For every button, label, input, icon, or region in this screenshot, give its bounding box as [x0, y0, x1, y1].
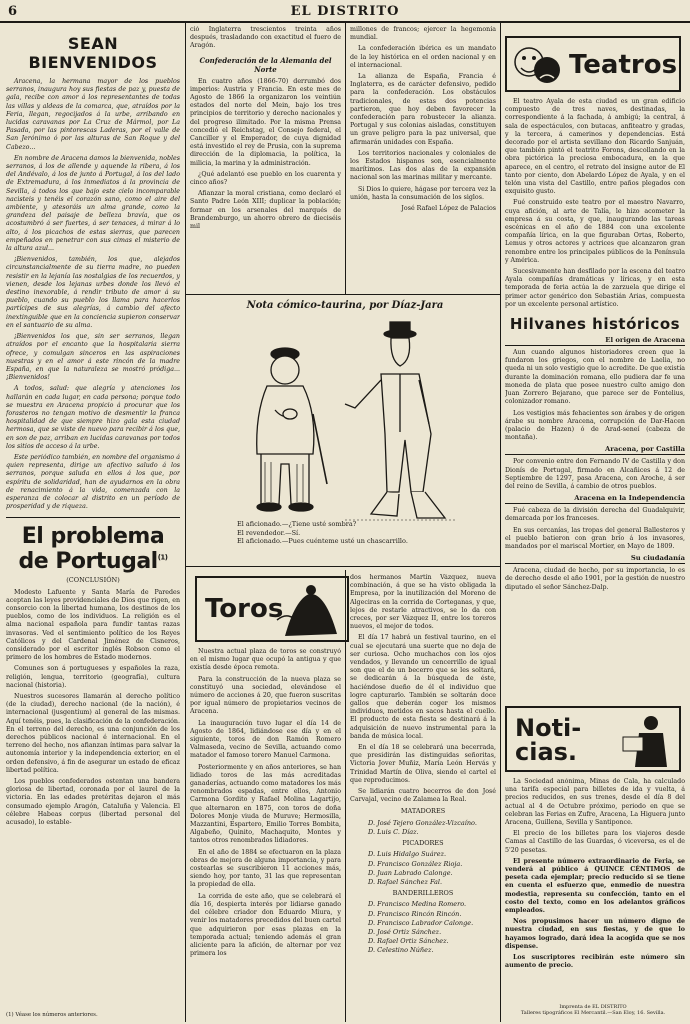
noticias-title: Noti-cias. [515, 714, 582, 766]
revendedor-figure [345, 322, 445, 518]
cartoon-title: Nota cómico-taurina, por Díaz-Jara [246, 300, 444, 311]
paragraph: Fué construido este teatro por el maestro Navarro, cuya afición, al arte de Talía, le hizo acometer la empresa á su costa, y que, inaugurando las tareas escénicas en el año de 1884 con una excelente compañía lírica, en la que figuraban Ortas, Roberto, Lemus y otros actores y actrices que alcanzaron gran renombre entre los principales públicos de la Península y América. [505, 199, 685, 264]
column-1 [6, 26, 180, 1011]
paragraph: Sucesivamente han desfilado por la escena del teatro Ayala compañías dramáticas y líricas, y en esta temporada de feria actúa la de zarzuela que dirige el primer actor genérico don Sebastián Arias, compuesta por un excelente personal artístico. [505, 268, 685, 308]
section-heading: Su ciudadanía [505, 554, 685, 564]
paragraph: La Sociedad anónima, Minas de Cala, ha calculado una tarifa especial para billetes de ida y vuelta, á precios reducidos, en sus trenes, desde el día 8 del actual al 4 de Octubre próximo, periodo en que se celebran las Ferias en Zufre, Aracena, La Higuera junto Aracena, Guillena, Sevilla y Santiponce. [505, 778, 685, 827]
aficionado-figure [257, 348, 327, 511]
paragraph: Los pueblos confederados ostentan una bandera gloriosa de libertad, coronada por el laurel de la victoria. En las edades pretéritas dejaron el más consumado ejemplo Aragón, Cataluña y Valencia. El célebre Habeas corpus (libertad personal del acusado), lo estable- [6, 778, 180, 827]
paragraph: La alianza de España, Francia é Inglaterra, es de carácter defensivo, pedido para la confederación. Los obstáculos tradicionales, de estas dos potencias partieron, que hoy deben favorecer la confederación para robustecer la alianza. Portugal y sus colonias aisladas, constituyen un grave peligro para la paz universal, que afirmarán unidades con España. [350, 73, 496, 146]
matador-name: D. Luis C. Díaz. [368, 827, 419, 836]
column-3-bottom [350, 574, 496, 1014]
paragraph: En sus cercanías, las tropas del general Ballesteros y el pueblo batieron con gran brío á los invasores, mandados por el mariscal Mortier, en Mayo de 1809. [505, 526, 685, 550]
column-4-top [505, 98, 685, 702]
teatros-title: Teatros [569, 50, 678, 80]
paragraph: Se lidiarán cuatro becerros de don José Carvajal, vecino de Zalamea la Real. [350, 788, 496, 804]
section-heading: Aracena en la Independencia [505, 494, 685, 504]
column-3-top [350, 26, 496, 292]
banderillero-name: D. Celestino Núñez. [368, 946, 434, 955]
bullfighter-icon [275, 580, 345, 640]
newsboy-icon [621, 711, 677, 769]
signature: José Rafael López de Palacios [401, 205, 496, 213]
cartoon [195, 300, 495, 558]
column-rule-2-top [345, 22, 346, 294]
paragraph: Los territorios nacionales y coloniales de los Estados hispanos son, esencialmente marítimos. Las dos alas de la expansión nacional son las marinas militar y mercante. [350, 149, 496, 182]
teatros-banner [505, 36, 681, 92]
paragraph: La corrida de este año, que se celebrará el día 16, despierta interés por lidiarse ganado del célebre criador don Eduardo Miura, y venir los matadores precedidos del buen cartel que adquirieron por esas plazas en la temporada actual; teniendo además el gran aliciente para la afición, de alternar por vez primera los [190, 892, 341, 958]
paragraph: Comunes son á portugueses y españoles la raza, religión, lengua, territorio (geografía), cultura nacional (historia). [6, 665, 180, 689]
paragraph: El precio de los billetes para los viajeros desde Camas al Castillo de las Guardas, ó viceversa, es el de 5'20 pesetas. [505, 830, 685, 854]
masthead [0, 0, 690, 22]
paragraph: Los suscriptores recibirán este número sin aumento de precio. [505, 954, 685, 970]
paragraph: El día 17 habrá un festival taurino, en el cual se ejecutará una suerte que no deja de ser curiosa. Ocho muchachos con los ojos vendados, y llevando un cencerrillo de igual son que el de un becerro que se les soltará, se dedicarán á la búsqueda de éste, haciéndose dueño de él el individuo que logre capturarlo. También se soltarán doce gallos que deberán coger los mismos individuos, metidos en sacos hasta el cuello. El producto de esta fiesta se destinará á la adquisición de nuevo instrumental para la banda de música local. [350, 634, 496, 740]
divider [6, 517, 180, 518]
section-heading-alemania: Confederación de la Alemania del Norte [199, 55, 332, 74]
banderillero-name: D. Francisco Rincón Rincón. [368, 909, 462, 918]
banderillero-name: D. Francisco Labrador Calonge. [368, 918, 474, 927]
paragraph: Por convenio entre don Fernando IV de Castilla y don Dionís de Portugal, firmado en Alcañices á 12 de Septiembre de 1297, pasa Aracena, con Aroche, á ser del reino de Sevilla, á cambio de otros pueblos. [505, 458, 685, 490]
paragraph: Aracena, la hermana mayor de los pueblos serranos, inaugura hoy sus fiestas de paz y, puesta de gala, recibe con amor á los representantes de todas las villas y aldeas de la comarca, que, atraídos por la Feria, llegan, regocijados á la urbe, arribando en lucidas caravanas por La Cruz de Mármol, por La Pasada, por las pintorescas Laderas, por el valle de San Jerónimo ó por las alturas de San Roque y del Cabezo... [6, 78, 180, 151]
banderillero-name: D. Rafael Ortiz Sánchez. [368, 937, 449, 946]
headline-portugal-text: El problema de Portugal [18, 524, 165, 575]
paper-name: EL DISTRITO [290, 4, 400, 19]
paragraph: ció Inglaterra trescientos treinta años después, trasladando con exactitud el fuero de Aragón. [190, 26, 341, 50]
cartoon-caption [237, 520, 408, 546]
toros-title: Toros [205, 594, 284, 624]
paragraph: La confederación ibérica es un mandato de la ley histórica en el orden nacional y en el internacional. [350, 45, 496, 69]
paragraph: Fué cabeza de la división derecha del Guadalquivir, demarcada por los franceses. [505, 507, 685, 523]
picador-name: D. Luis Hidalgo Suárez. [368, 850, 447, 859]
matadores-heading: MATADORES [400, 807, 446, 816]
paragraph: Nuestra actual plaza de toros se construyó en el mismo lugar que ocupó la antigua y que existía desde época remota. [190, 648, 341, 672]
picador-name: D. Juan Labrado Calonge. [368, 868, 453, 877]
picador-name: D. Rafael Sánchez Fal. [368, 877, 443, 886]
column-2-top [190, 26, 341, 296]
paragraph: Modesto Lafuente y Santa María de Paredes aceptan las leyes providenciales de Dios que rigen, en consorcio con la libertad humana, los destinos de los pueblos, como de los individuos. La religión es el alma nacional española para fundir tantas razas invasoras. Ved el sentimiento político de los Reyes Católicos y del Cardenal Jiménez de Cisneros, considerado por el escritor inglés Robson como el primero de los hombres de Estado modernos. [6, 588, 180, 662]
paragraph: Si Dios lo quiere, hágase por tercera vez la unión, hasta la consumación de los siglos. [350, 185, 496, 201]
paragraph: Los vestigios más fehacientes son árabes y de origen árabe su nombre Aracena, corrupción de Dar-Hacen (palacio de Hazen) ó de Arad-seneí (cabeza de montaña). [505, 409, 685, 442]
picador-name: D. Francisco González Rioja. [368, 859, 463, 868]
footnote-mark: (1) [157, 554, 168, 563]
paragraph: ¡Bienvenidos los que, sin ser serranos, llegan atraídos por el encanto que la hospitalaria sierra ofrece, y comulgan sinceros en las aspiraciones nuestras y en el amor á este rincón de la madre España, en que la naturaleza se mostró pródiga... ¡Bienvenidos! [6, 333, 180, 382]
paragraph: El teatro Ayala de esta ciudad es un gran edificio compuesto de tres naves, destinadas, la correspondiente á la fachada, á ambigú; la central, á sala de espectáculos, con butacas, anfiteatro y gradas, y la tercera, á camerinos y dependencias. Está decorado por el artista sevillano don Ricardo Sanjuán, que también pintó el teatrito Forons, descollando en la obra pictórica la preciosa embocadura, en la que aparece, en el centro, el retrato del insigne autor de El tanto por ciento, don Abelardo López de Ayala, y en el telón una vista del Castillo, entre paños plegados con exquisito gusto. [505, 98, 685, 196]
section-heading: Aracena, por Castilla [505, 445, 685, 455]
page-number: 6 [8, 4, 18, 19]
paragraph: dos hermanos Martín Vázquez, nueva combinación, á que se ha visto obligada la Empresa, por la inutilización del Moreno de Algeciras en la corrida de Corteganas, y que, lejos de restarle atractivos, se lo da con creces, por ser Vázquez II, entre los toreros nuevos, el mejor de todos. [350, 574, 496, 631]
paragraph: Aun cuando algunos historiadores creen que la fundaron los griegos, con el nombre de Laelia, no queda ni un solo vestigio que lo acredite. De que existía durante la dominación romana, ello pudiera dar fe una moneda de plata que posee nuestro culto amigo don Juan Zorrero Bejarano, que parece ser de Fontelius, colonizador romano. [505, 349, 685, 406]
paragraph: millones de francos; ejercer la hegemonía mundial. [350, 26, 496, 42]
paragraph: La inauguración tuvo lugar el día 14 de Agosto de 1864, lidiándose ese día y en el siguiente, toros de don Ramón Romero Valmaseda, vecino de Sevilla, actuando como matador el famoso torero Manuel Carmona. [190, 719, 341, 760]
cartoon-bottom-rule [186, 566, 500, 567]
cartoon-drawing [195, 314, 495, 529]
paragraph: Aracena, ciudad de hecho, por su importancia, lo es de derecho desde el año 1901, por la gestión de nuestro diputado el señor Sánchez-Dalp. [505, 567, 685, 591]
imprint-line: Talleres tipográficos El Mercantil.—San Eloy, 16. Sevilla. [520, 1010, 666, 1016]
column-rule-3 [500, 22, 501, 1022]
paragraph: ¡Bienvenidos, también, los que, alejados circunstancialmente de su tierra madre, no pueden resistir en la lejanía las nostalgias de los recuerdos, y vienen, desde los lejanas urbes donde los llevó el destino inexorable, á rendir tributo de amor á su pueblo, cuando su pueblo los llama para hacerlos partícipes de sus alegrías, á cambio del afecto inextinguible que en la conciencia supieron conservar en el santuario de su alma. [6, 256, 180, 329]
paragraph: Posteriormente y en años anteriores, se han lidiado toros de las más acreditadas ganaderías, actuando como matadores los más renombrados espadas, entre ellos, Antonio Carmona Gordito y Rafael Molina Lagartijo, que alternaron en 1875, con toros de doña Dolores Monje viuda de Muruve; Hermosilla, Mazzantini, Espartero, Emilio Torres Bombita, Algabeño, Quinito, Machaquito, Montes y tantos otros renombrados lidiadores. [190, 763, 341, 845]
paragraph: En el año de 1884 se efectuaron en la plaza obras de mejora de alguna importancia, y para costearlas se suscribieron 11 acciones más, siendo hoy, por tanto, 31 las que representan la propiedad de ella. [190, 848, 341, 889]
paragraph: Para la construcción de la nueva plaza se constituyó una sociedad, elevándose el número de acciones á 20, que fueron suscritas por igual número de propietarios vecinos de Aracena. [190, 675, 341, 716]
headline-hilvanes: Hilvanes históricos [509, 315, 681, 334]
banderillero-name: D. Francisco Medina Romero. [368, 900, 467, 909]
paragraph: En nombre de Aracena damos la bienvenida, nobles serranos, á los de allende y aquende la ribera, á los del Andévalo, á los de junto á Portugal, á los del lado de Extremadura, á los inmediatos á la provincia de Sevilla, á todos los que bajo este cielo incomparable nacisteis y tenéis el corazón sano, como el aire del ambiente, y atesoráis un alma grande, como la grandeza del paisaje de belleza bravía, que os acostumbró á ser fuertes, á ser tenaces, á mirar á lo alto, á los picachos de estas sierras, que parecen empeñados en penetrar con sus cimas el misterio de la altura azul... [6, 154, 180, 253]
banderillero-name: D. José Ortiz Sánchez. [368, 927, 442, 936]
column-4-bottom [505, 778, 685, 1002]
headline-bienvenidos: SEAN BIENVENIDOS [28, 34, 158, 72]
footnote: (1) Véase los números anteriores. [6, 1012, 98, 1018]
imprint [500, 1004, 686, 1016]
headline-portugal [6, 524, 180, 574]
section-heading: El origen de Aracena [505, 336, 685, 346]
paragraph: El presente número extraordinario de Feria, se venderá al público á QUINCE CÉNTIMOS de peseta cada ejemplar; precio reducido si se tiene en cuenta el esfuerzo que, enmedio de nuestra modestia, representa su confección, tanto en el costo del texto, como en los adelantos gráficos empleados. [505, 857, 685, 915]
column-2-bottom [190, 648, 341, 1003]
paragraph: ¿Qué adelantó ese pueblo en los cuarenta y cinco años? [190, 170, 341, 187]
toros-banner [195, 576, 349, 642]
conclusion-label: (CONCLUSIÓN) [66, 576, 120, 585]
paragraph: Nos propusimos hacer un número digno de nuestra ciudad, en sus fiestas, y de que lo hayamos logrado, dará idea la acogida que se nos dispense. [505, 918, 685, 950]
theatre-masks-icon [509, 40, 565, 90]
caption-line: El revendedor.—Sí. [237, 528, 301, 537]
banderilleros-heading: BANDERILLEROS [392, 889, 454, 898]
paragraph: En cuatro años (1866-70) derrumbó dos imperios: Austria y Francia. En este mes de Agosto de 1866 la organizaron los veintiún estados del norte del Mein, bajo los tres principios de territorio y derecho nacionales y del progreso ilimitado. Por la misma Prensa concedió el Reichstag, el Consejo federal, el Canciller y el Emperador, de cuya dignidad está investido el rey de Prusia, con la suprema dirección de la diplomacia, la política, la milicia, la marina y la administración. [190, 77, 341, 167]
paragraph: A todos, salud: que alegría y atenciones los hallarán en cada lugar, en cada persona; porque todo se muestra en Aracena propicio á procurar que los forasteros no tengan motivo de desmentir la franca hospitalidad de que siempre hizo gala esta ciudad hermosa, que se viste de nuevo para recibir á los que, en son de paz, arriban en lucidas caravanas por todos los sitios de acceso á la urbe. [6, 385, 180, 450]
noticias-banner [505, 706, 681, 772]
paragraph: En el día 18 se celebrará una becerrada, que presidirán las distinguidas señoritas, Victoria Jover Muñiz, María León Hervás y Trinidad Martín de Oliva, siendo el cartel el que reproducimos. [350, 744, 496, 784]
paragraph: Nuestros sucesores llamarán al derecho político (de la ciudad), derecho nacional (de la nación), é internacional (jusgentium) al general de las mismas. Aquí tenéis, pues, la clasificación de la confederación. En el terreno del derecho, es una conjunción de los derechos públicos nacional é internacional. En el terreno del hecho, nos afianzan íntimas para salvar la autonomía interior y la independencia exterior, en el orden defensivo, á fin de asegurar un estado de eficaz libertad política. [6, 693, 180, 774]
picadores-heading: PICADORES [402, 839, 444, 848]
caption-line: El aficionado.—¿Tiene usté sombra? [237, 520, 357, 528]
paragraph: Este periódico también, en nombre del organismo á quien representa, dirige un afectivo saludo á los serranos, porque saluda en ellos á los que, por espíritu de solidaridad, han de ayudarnos en la obra de renacimiento á la vida, comenzada con la esperanza de colocar al distrito en un período de prosperidad y de riqueza. [6, 453, 180, 511]
imprint-line: Imprenta de EL DISTRITO [559, 1004, 627, 1010]
paragraph: Afianzar la moral cristiana, como declaró el Santo Padre León XIII; duplicar la población; formar en los arsenales del marqués de Brandemburgo, un ahorro obrero de dieciséis mil [190, 190, 341, 231]
matador-name: D. José Tejero González-Vizcaíno. [368, 818, 477, 827]
column-rule-1 [185, 22, 186, 1022]
caption-line: El aficionado.—Pues cuénteme usté un chascarrillo. [237, 537, 408, 546]
